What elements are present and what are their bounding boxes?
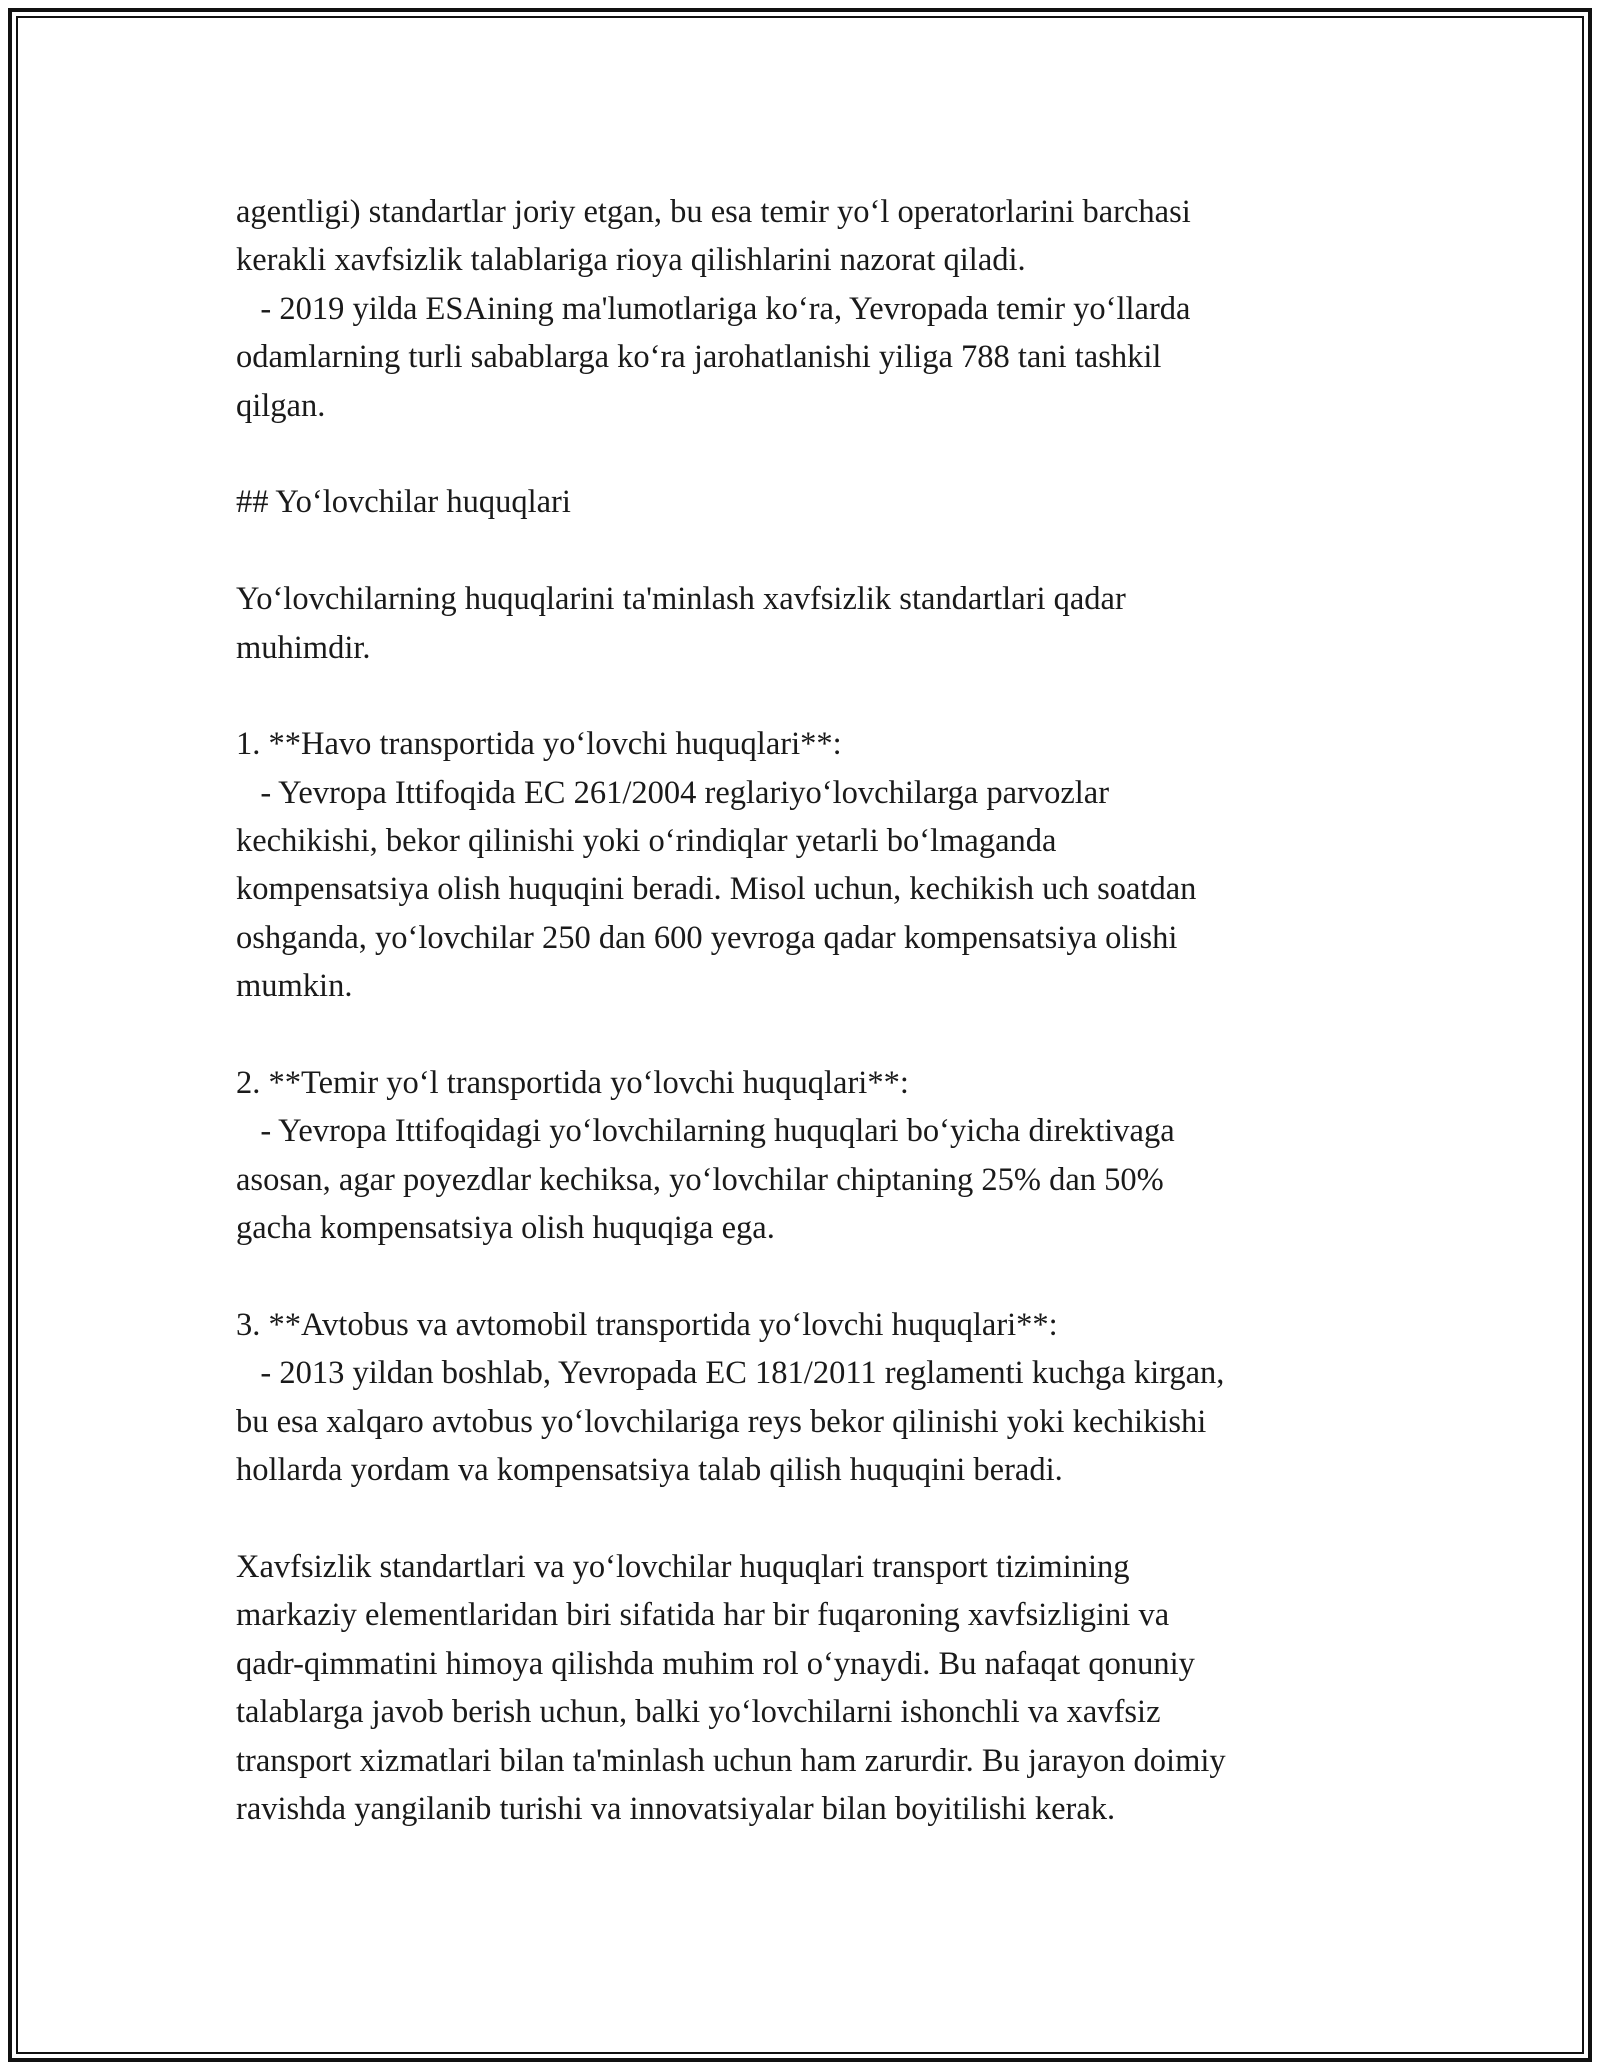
list-item-rail-transport — [236, 1059, 1366, 1253]
text-line: - 2013 yildan boshlab, Yevropada EC 181/2011 reglamenti kuchga kirgan, — [236, 1355, 1225, 1392]
text-line: odamlarning turli sabablarga ko‘ra jarohatlanishi yiliga 788 tani tashkil — [236, 339, 1162, 376]
text-line: agentligi) standartlar joriy etgan, bu esa temir yo‘l operatorlarini barchasi — [236, 194, 1191, 230]
text-line: transport xizmatlari bilan ta'minlash uchun ham zarurdir. Bu jarayon doimiy — [236, 1742, 1226, 1779]
text-line: qadr-qimmatini himoya qilishda muhim rol o‘ynaydi. Bu nafaqat qonuniy — [236, 1645, 1195, 1682]
list-item-title: 3. **Avtobus va avtomobil transportida yo‘lovchi huquqlari**: — [236, 1306, 1058, 1343]
text-line: gacha kompensatsiya olish huquqiga ega. — [236, 1210, 775, 1247]
text-line: Xavfsizlik standartlari va yo‘lovchilar huquqlari transport tizimining — [236, 1548, 1130, 1585]
text-line: muhimdir. — [236, 629, 371, 666]
intro-paragraph — [236, 188, 1366, 430]
text-line: bu esa xalqaro avtobus yo‘lovchilariga reys bekor qilinishi yoki kechikishi — [236, 1403, 1207, 1440]
list-item-air-transport — [236, 720, 1366, 1010]
text-line: asosan, agar poyezdlar kechiksa, yo‘lovchilar chiptaning 25% dan 50% — [236, 1161, 1164, 1198]
text-line: hollarda yordam va kompensatsiya talab qilish huquqini beradi. — [236, 1452, 1063, 1489]
paragraph-gap — [236, 527, 1366, 575]
list-item-title: 2. **Temir yo‘l transportida yo‘lovchi huquqlari**: — [236, 1065, 909, 1102]
text-line: talablarga javob berish uchun, balki yo‘lovchilarni ishonchli va xavfsiz — [236, 1694, 1161, 1731]
text-line: - 2019 yilda ESAining ma'lumotlariga ko‘ra, Yevropada temir yo‘llarda — [236, 290, 1191, 327]
text-line: ravishda yangilanib turishi va innovatsiyalar bilan boyitilishi kerak. — [236, 1790, 1116, 1827]
list-item-bus-transport — [236, 1301, 1366, 1495]
text-line: oshganda, yo‘lovchilar 250 dan 600 yevroga qadar kompensatsiya olishi — [236, 919, 1178, 956]
paragraph-gap — [236, 430, 1366, 478]
paragraph-gap — [236, 1253, 1366, 1301]
text-line: qilgan. — [236, 387, 326, 424]
rights-intro-paragraph — [236, 575, 1366, 672]
paragraph-gap — [236, 672, 1366, 720]
list-item-title: 1. **Havo transportida yo‘lovchi huquqlari**: — [236, 726, 842, 763]
text-line: mumkin. — [236, 968, 353, 1005]
text-line: - Yevropa Ittifoqida EC 261/2004 reglariyo‘lovchilarga parvozlar — [236, 774, 1110, 811]
text-line: markaziy elementlaridan biri sifatida har bir fuqaroning xavfsizligini va — [236, 1597, 1170, 1634]
paragraph-gap — [236, 1495, 1366, 1543]
section-heading: ## Yo‘lovchilar huquqlari — [236, 484, 571, 521]
paragraph-gap — [236, 1011, 1366, 1059]
text-line: kompensatsiya olish huquqini beradi. Misol uchun, kechikish uch soatdan — [236, 871, 1197, 908]
conclusion-paragraph — [236, 1543, 1366, 1833]
text-line: Yo‘lovchilarning huquqlarini ta'minlash xavfsizlik standartlari qadar — [236, 581, 1126, 618]
text-line: kechikishi, bekor qilinishi yoki o‘rindiqlar yetarli bo‘lmaganda — [236, 823, 1057, 860]
document-body — [236, 188, 1366, 1833]
text-line: - Yevropa Ittifoqidagi yo‘lovchilarning huquqlari bo‘yicha direktivaga — [236, 1113, 1175, 1150]
text-line: kerakli xavfsizlik talablariga rioya qilishlarini nazorat qiladi. — [236, 242, 1026, 279]
